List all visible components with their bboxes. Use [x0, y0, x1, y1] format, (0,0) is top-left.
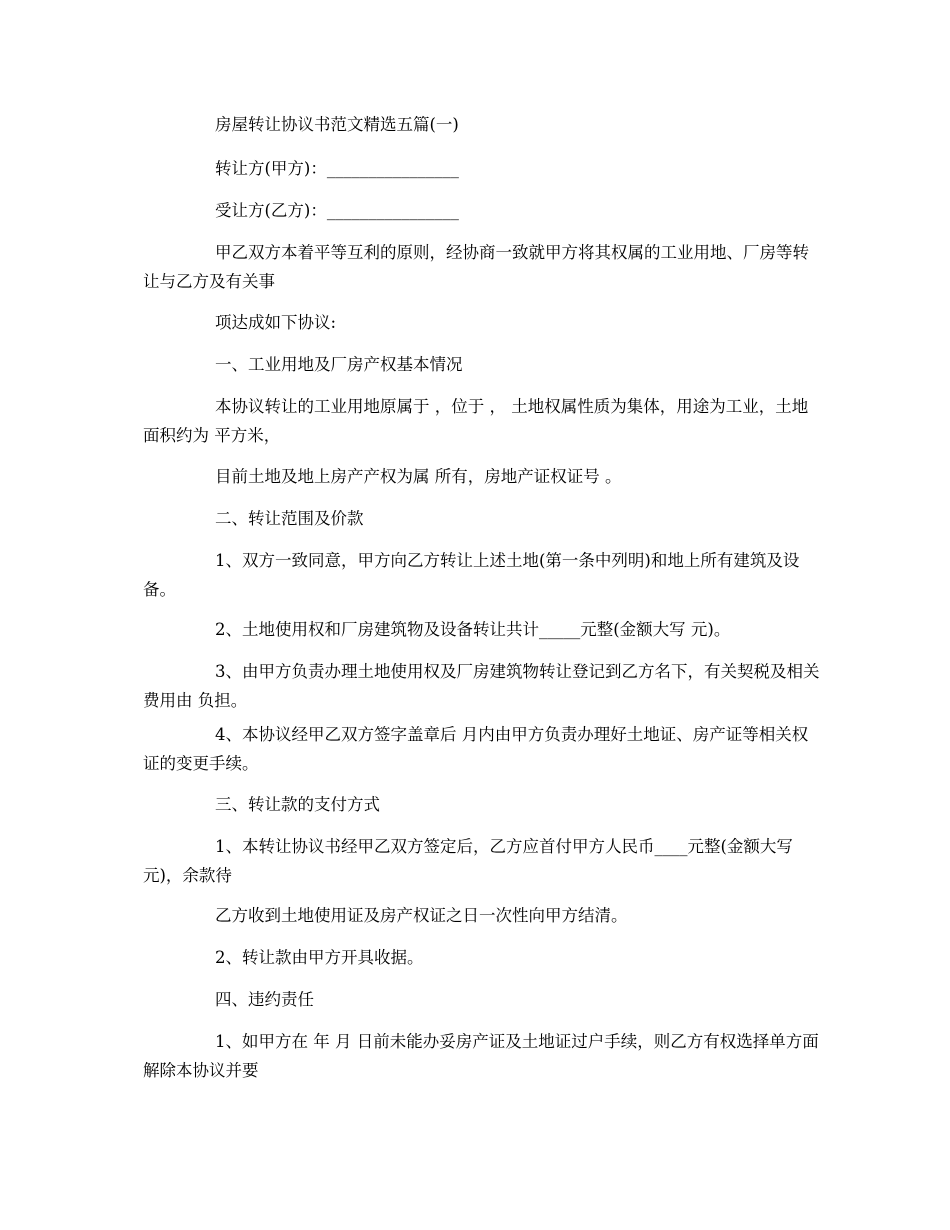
section-heading-1: 一、工业用地及厂房产权基本情况: [215, 355, 463, 374]
section-4-item-1: 1、如甲方在 年 月 日前未能办妥房产证及土地证过户手续，则乙方有权选择单方面解除本协议并要: [143, 1032, 819, 1080]
document-title: 房屋转让协议书范文精选五篇(一): [215, 115, 459, 134]
section-2-item-1: 1、双方一致同意，甲方向乙方转让上述土地(第一条中列明)和地上所有建筑及设备。: [143, 551, 800, 599]
transferee-line: 受让方(乙方)：________________: [215, 201, 459, 220]
section-1-paragraph-1: 本协议转让的工业用地原属于 ，位于 ， 土地权属性质为集体，用途为工业，土地面积约为 平方米，: [143, 397, 809, 445]
section-heading-4: 四、违约责任: [215, 990, 314, 1009]
transferor-line: 转让方(甲方)：________________: [215, 159, 459, 178]
section-2-item-3: 3、由甲方负责办理土地使用权及厂房建筑物转让登记到乙方名下，有关契税及相关费用由 负担。: [143, 662, 820, 710]
section-1-paragraph-2: 目前土地及地上房产产权为属 所有，房地产证权证号 。: [215, 467, 622, 486]
section-3-item-1: 1、本转让协议书经甲乙双方签定后，乙方应首付甲方人民币____元整(金额大写 元)，余款待: [143, 837, 799, 885]
section-heading-3: 三、转让款的支付方式: [215, 795, 380, 814]
agreement-intro: 项达成如下协议:: [215, 313, 337, 332]
section-2-item-4: 4、本协议经甲乙双方签字盖章后 月内由甲方负责办理好土地证、房产证等相关权证的变更手续。: [143, 725, 809, 773]
section-heading-2: 二、转让范围及价款: [215, 509, 364, 528]
section-2-item-2: 2、土地使用权和厂房建筑物及设备转让共计_____元整(金额大写 元)。: [215, 620, 731, 639]
preamble-paragraph: 甲乙双方本着平等互利的原则，经协商一致就甲方将其权属的工业用地、厂房等转让与乙方及有关事: [143, 243, 809, 291]
section-3-item-1-continued: 乙方收到土地使用证及房产权证之日一次性向甲方结清。: [215, 906, 628, 925]
section-3-item-2: 2、转让款由甲方开具收据。: [215, 948, 424, 967]
